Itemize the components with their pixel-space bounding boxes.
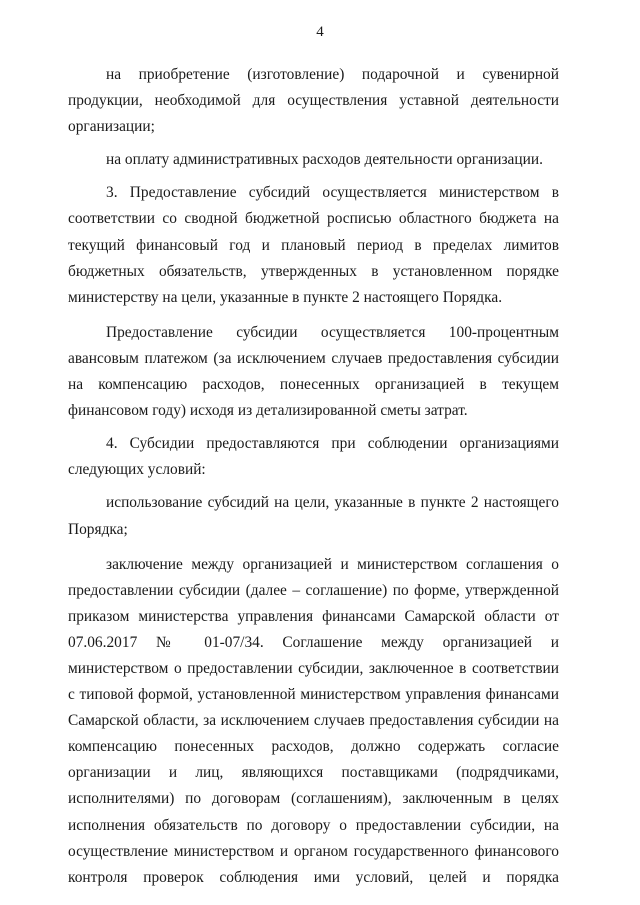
paragraph-admin-expenses: на оплату административных расходов деятельности организации. — [106, 151, 543, 169]
paragraph-condition-purpose: использование субсидий на цели, указанные в пункте 2 настоящего Порядка; — [68, 494, 559, 538]
paragraph-condition-agreement: заключение между организацией и министерством соглашения о предоставлении субсидии (далее – соглашение) по форме, утвержденной приказом министерства управления финансами Самарской области от 07.06.2017 № 01-07/34. Соглашение между организацией и министерством о предоставлении субсидии, заключенное в соответствии с типовой формой, установленной министерством управления финансами Самарской области, за исключением случаев предоставления субсидии на компенсацию понесенных расходов, должно содержать согласие организации и лиц, являющихся поставщиками (подрядчиками, исполнителями) по договорам (соглашениям), заключенным в целях исполнения обязательств по договору о предоставлении субсидии, на осуществление министерством и органом государственного финансового контроля проверок соблюдения ими условий, целей и порядка — [68, 555, 559, 886]
document-body — [68, 62, 559, 891]
paragraph-clause-3: 3. Предоставление субсидий осуществляется министерством в соответствии со сводной бюджетной росписью областного бюджета на текущий финансовый год и плановый период в пределах лимитов бюджетных обязательств, утвержденных в установленном порядке министерству на цели, указанные в пункте 2 настоящего Порядка. — [68, 184, 559, 306]
paragraph-advance-payment: Предоставление субсидии осуществляется 100-процентным авансовым платежом (за исключением случаев предоставления субсидии на компенсацию расходов, понесенных организацией в текущем финансовом году) исходя из детализированной сметы затрат. — [68, 323, 559, 420]
page-number: 4 — [316, 24, 324, 40]
paragraph-gifts-souvenirs: на приобретение (изготовление) подарочной и сувенирной продукции, необходимой для осуществления уставной деятельности организации; — [68, 66, 559, 136]
paragraph-clause-4: 4. Субсидии предоставляются при соблюдении организациями следующих условий: — [68, 435, 559, 479]
